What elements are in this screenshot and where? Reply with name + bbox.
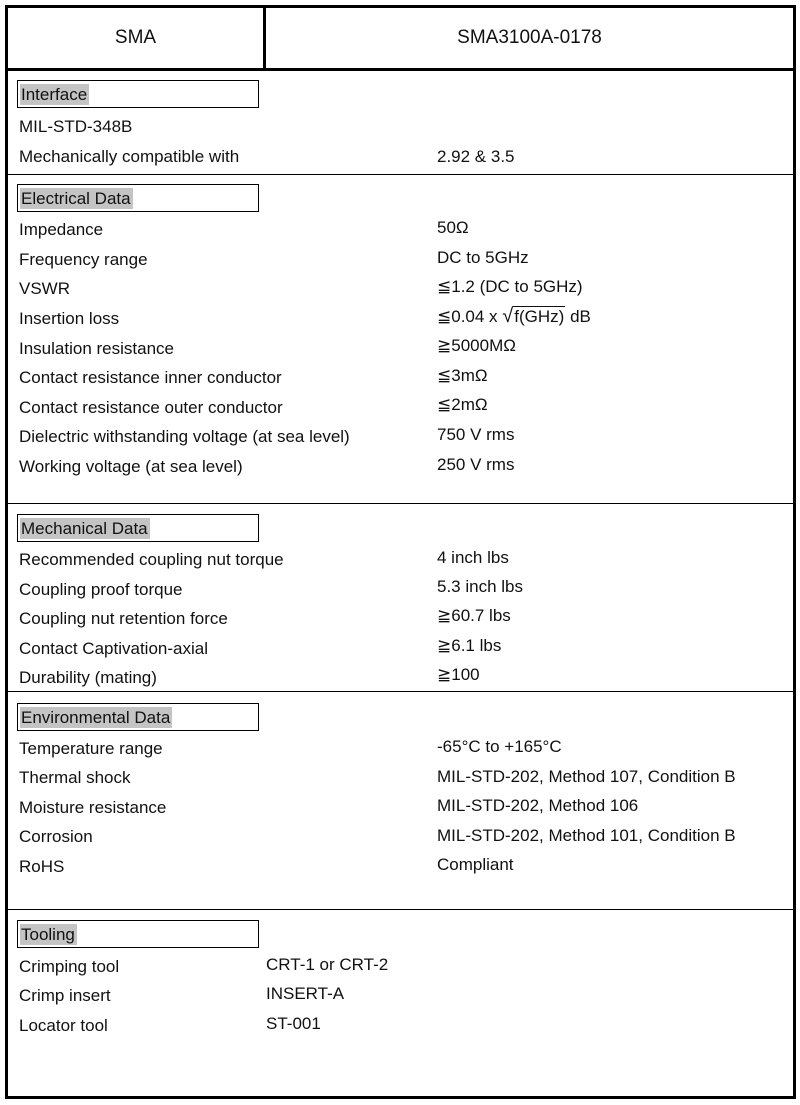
spec-value: CRT-1 or CRT-2	[266, 955, 389, 974]
section-title: Environmental Data	[17, 703, 259, 731]
spec-label: Contact resistance inner conductor	[19, 368, 282, 387]
section-title: Mechanical Data	[17, 514, 259, 542]
section-title: Electrical Data	[17, 184, 259, 212]
spec-sheet	[5, 5, 796, 1099]
spec-value: 2.92 & 3.5	[437, 147, 515, 166]
spec-label: Coupling nut retention force	[19, 609, 228, 628]
spec-value: ≧5000MΩ	[437, 336, 516, 355]
spec-label: Locator tool	[19, 1016, 108, 1035]
spec-value: ≦3mΩ	[437, 366, 488, 385]
spec-label: Contact resistance outer conductor	[19, 398, 283, 417]
spec-value: ≦1.2 (DC to 5GHz)	[437, 277, 583, 296]
spec-label: Thermal shock	[19, 768, 131, 787]
spec-label: Crimping tool	[19, 957, 120, 976]
spec-label: RoHS	[19, 857, 65, 876]
spec-value: 5.3 inch lbs	[437, 577, 523, 596]
spec-value: MIL-STD-202, Method 101, Condition B	[437, 826, 736, 845]
electrical-section	[8, 174, 793, 504]
spec-label: Moisture resistance	[19, 798, 167, 817]
environmental-section	[8, 691, 793, 910]
section-title: Interface	[17, 80, 259, 108]
connector-type: SMA	[8, 8, 266, 68]
spec-label: Coupling proof torque	[19, 580, 183, 599]
spec-value: DC to 5GHz	[437, 248, 529, 267]
spec-label: VSWR	[19, 279, 70, 298]
spec-value: ST-001	[266, 1014, 321, 1033]
spec-value: -65°C to +165°C	[437, 737, 562, 756]
spec-label: Crimp insert	[19, 986, 111, 1005]
spec-value: 750 V rms	[437, 425, 515, 444]
spec-value: ≧60.7 lbs	[437, 606, 511, 625]
spec-value: Compliant	[437, 855, 514, 874]
spec-label: Insertion loss	[19, 309, 120, 328]
spec-label: Temperature range	[19, 739, 163, 758]
spec-label: Mechanically compatible with	[19, 147, 240, 166]
insertion-loss-value: ≦0.04 x √f(GHz) dB	[437, 305, 591, 327]
tooling-section	[8, 909, 793, 1097]
mechanical-section	[8, 503, 793, 692]
spec-label: Insulation resistance	[19, 339, 174, 358]
spec-header	[8, 8, 793, 71]
spec-value: 250 V rms	[437, 455, 515, 474]
spec-label: Frequency range	[19, 250, 148, 269]
interface-section	[8, 71, 793, 174]
spec-value: ≦2mΩ	[437, 395, 488, 414]
interface-standard: MIL-STD-348B	[19, 117, 133, 136]
spec-label: Dielectric withstanding voltage (at sea level)	[19, 427, 350, 446]
square-root: √f(GHz)	[502, 305, 565, 327]
spec-value: MIL-STD-202, Method 106	[437, 796, 639, 815]
spec-value: ≧100	[437, 665, 480, 684]
spec-value: MIL-STD-202, Method 107, Condition B	[437, 767, 736, 786]
spec-value: 50Ω	[437, 218, 469, 237]
spec-value: 4 inch lbs	[437, 548, 509, 567]
section-title: Tooling	[17, 920, 259, 948]
part-number: SMA3100A-0178	[457, 27, 602, 48]
spec-label: Contact Captivation-axial	[19, 639, 208, 658]
spec-label: Durability (mating)	[19, 668, 157, 687]
spec-value: INSERT-A	[266, 984, 345, 1003]
spec-label: Recommended coupling nut torque	[19, 550, 284, 569]
spec-label: Corrosion	[19, 827, 93, 846]
spec-label: Working voltage (at sea level)	[19, 457, 243, 476]
spec-label: Impedance	[19, 220, 104, 239]
spec-value: ≧6.1 lbs	[437, 636, 502, 655]
